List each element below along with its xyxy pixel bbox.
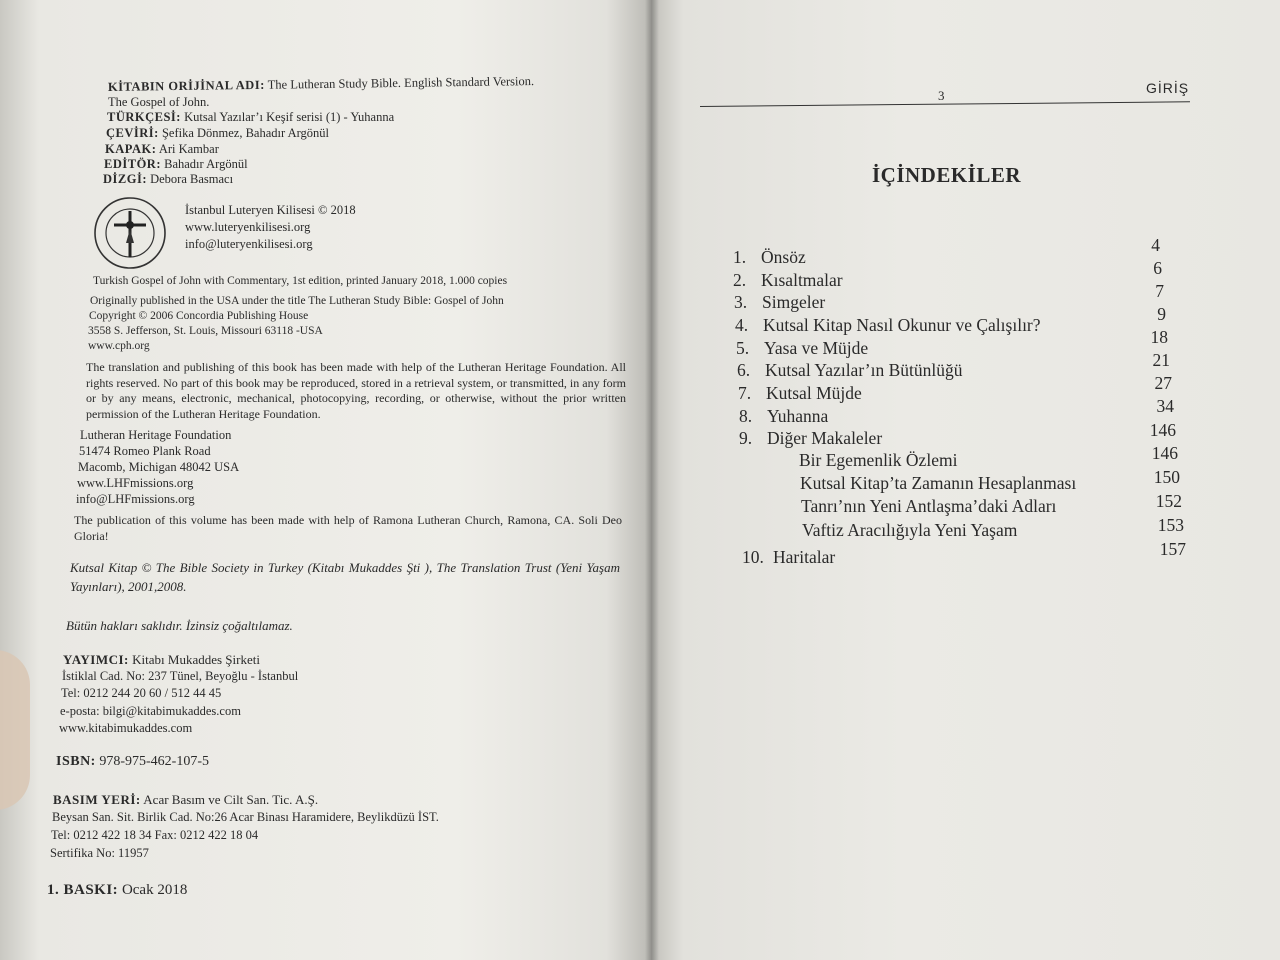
publisher-address: İstiklal Cad. No: 237 Tünel, Beyoğlu - İstanbul bbox=[62, 669, 299, 683]
page-number: 3 bbox=[938, 88, 945, 103]
credit-original-title-cont: The Gospel of John. bbox=[108, 95, 210, 109]
church-name: İstanbul Luteryen Kilisesi © 2018 bbox=[185, 203, 356, 217]
toc-page-number: 153 bbox=[1157, 515, 1184, 535]
origin-line-1: Originally published in the USA under the title The Lutheran Study Bible: Gospel of John bbox=[90, 295, 504, 307]
printer-phone: Tel: 0212 422 18 34 Fax: 0212 422 18 04 bbox=[51, 828, 259, 842]
toc-subentry: Vaftiz Aracılığıyla Yeni Yaşam bbox=[802, 520, 1018, 540]
foundation-line-1: Lutheran Heritage Foundation bbox=[80, 428, 232, 442]
origin-line-4: www.cph.org bbox=[88, 340, 150, 352]
bible-credit: Kutsal Kitap © The Bible Society in Turkey (Kitabı Mukaddes Şti ), The Translation Trust (Yeni Yaşam Yayınları), 2001,2008. bbox=[70, 560, 620, 594]
church-email: info@luteryenkilisesi.org bbox=[185, 237, 313, 251]
toc-page-number: 18 bbox=[1150, 327, 1168, 347]
toc-page-number: 146 bbox=[1151, 443, 1178, 463]
origin-line-2: Copyright © 2006 Concordia Publishing House bbox=[89, 310, 309, 322]
publication-note: The publication of this volume has been made with help of Ramona Lutheran Church, Ramona, CA. Soli Deo Gloria! bbox=[74, 513, 622, 543]
isbn-line: ISBN: 978-975-462-107-5 bbox=[56, 754, 210, 769]
toc-entry: 4. Kutsal Kitap Nasıl Okunur ve Çalışılır? bbox=[735, 315, 1041, 335]
credit-original-title: KİTABIN ORİJİNAL ADI: The Lutheran Study Bible. English Standard Version. bbox=[107, 74, 535, 94]
foundation-line-5: info@LHFmissions.org bbox=[76, 492, 195, 506]
edition-note: Turkish Gospel of John with Commentary, 1st edition, printed January 2018, 1.000 copies bbox=[93, 275, 508, 287]
toc-page-number: 146 bbox=[1149, 420, 1176, 440]
toc-entry: 3. Simgeler bbox=[734, 292, 826, 312]
toc-page-number: 27 bbox=[1154, 373, 1172, 393]
toc-entry: 6. Kutsal Yazılar’ın Bütünlüğü bbox=[737, 360, 963, 380]
toc-page-number: 4 bbox=[1151, 235, 1160, 255]
toc-entry: 7. Kutsal Müjde bbox=[738, 383, 862, 403]
church-seal-icon bbox=[92, 195, 168, 271]
credit-typesetting: DİZGİ: Debora Basmacı bbox=[103, 172, 234, 186]
rights-paragraph: The translation and publishing of this book has been made with help of the Lutheran Heritage Foundation. All rights reserved. No part of this book may be reproduced, stored in a retrieval system, or transmitted, in any form or by any means, electronic, mechanical, photocopying, recording, or otherwise, without the prior written permission of the Lutheran Heritage Foundation. bbox=[86, 360, 626, 421]
toc-subentry: Tanrı’nın Yeni Antlaşma’daki Adları bbox=[801, 496, 1057, 516]
toc-subentry: Bir Egemenlik Özlemi bbox=[799, 450, 958, 470]
publisher-phone: Tel: 0212 244 20 60 / 512 44 45 bbox=[61, 686, 222, 700]
toc-entry: 2. Kısaltmalar bbox=[733, 270, 843, 290]
toc-page-number: 152 bbox=[1155, 491, 1182, 511]
publisher-website: www.kitabimukaddes.com bbox=[59, 721, 193, 735]
printer-address: Beysan San. Sit. Birlik Cad. No:26 Acar Binası Haramidere, Beylikdüzü İST. bbox=[52, 810, 439, 824]
print-run-line: 1. BASKI: Ocak 2018 bbox=[47, 882, 188, 898]
toc-entry: 9. Diğer Makaleler bbox=[739, 428, 883, 448]
toc-subentry: Kutsal Kitap’ta Zamanın Hesaplanması bbox=[800, 473, 1077, 493]
printer-certificate: Sertifika No: 11957 bbox=[50, 846, 149, 860]
thumb bbox=[0, 650, 30, 810]
toc-entry: 5. Yasa ve Müjde bbox=[736, 338, 869, 358]
origin-line-3: 3558 S. Jefferson, St. Louis, Missouri 63118 -USA bbox=[88, 325, 323, 337]
toc-page-number: 21 bbox=[1152, 350, 1170, 370]
toc-page-number: 34 bbox=[1156, 396, 1174, 416]
foundation-line-4: www.LHFmissions.org bbox=[77, 476, 194, 490]
toc-entry: 1. Önsöz bbox=[733, 247, 806, 267]
publisher-line: YAYIMCI: Kitabı Mukaddes Şirketi bbox=[63, 652, 260, 667]
toc-page-number: 150 bbox=[1153, 467, 1180, 487]
credit-translation: ÇEVİRİ: Şefika Dönmez, Bahadır Argönül bbox=[106, 126, 330, 140]
toc-entry: 10. Haritalar bbox=[742, 547, 836, 567]
foundation-line-2: 51474 Romeo Plank Road bbox=[79, 444, 211, 458]
toc-page-number: 7 bbox=[1155, 281, 1164, 301]
running-title: GİRİŞ bbox=[1146, 80, 1190, 96]
toc-entry: 8. Yuhanna bbox=[739, 406, 829, 426]
foundation-line-3: Macomb, Michigan 48042 USA bbox=[78, 460, 240, 474]
toc-page-number: 9 bbox=[1157, 304, 1166, 324]
printer-line: BASIM YERİ: Acar Basım ve Cilt San. Tic. A.Ş. bbox=[53, 792, 319, 807]
credit-cover: KAPAK: Ari Kambar bbox=[105, 142, 219, 156]
rights-turkish: Bütün hakları saklıdır. İzinsiz çoğaltılamaz. bbox=[66, 618, 293, 633]
church-website: www.luteryenkilisesi.org bbox=[185, 220, 311, 234]
toc-page-number: 157 bbox=[1159, 539, 1186, 559]
credit-editor: EDİTÖR: Bahadır Argönül bbox=[104, 157, 248, 171]
toc-page-number: 6 bbox=[1153, 258, 1162, 278]
credit-turkish-title: TÜRKÇESİ: Kutsal Yazılar’ı Keşif serisi (1) - Yuhanna bbox=[107, 110, 395, 124]
toc-title: İÇİNDEKİLER bbox=[872, 163, 1022, 187]
publisher-email: e-posta: bilgi@kitabimukaddes.com bbox=[60, 704, 241, 718]
